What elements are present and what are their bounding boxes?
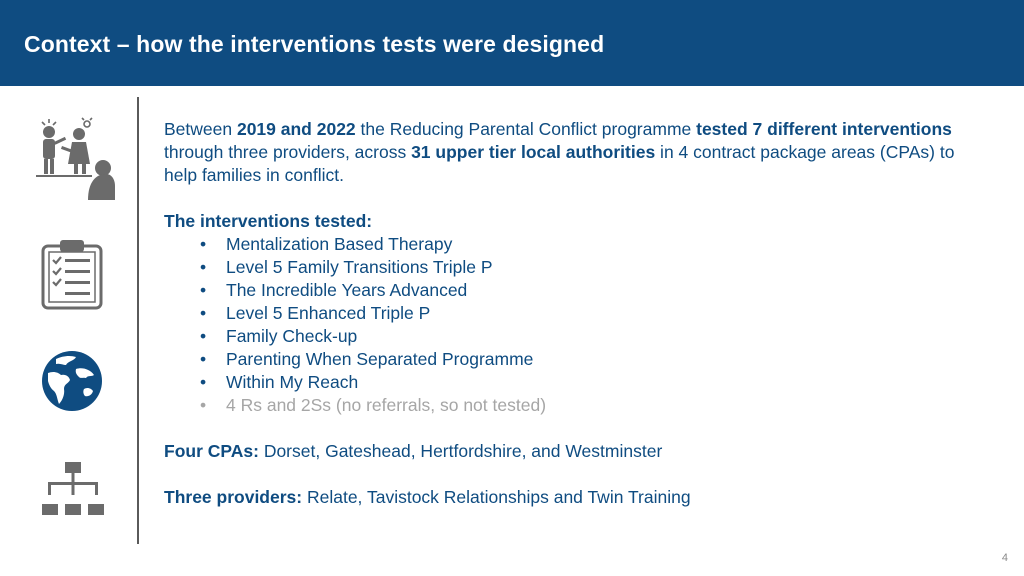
- globe-icon: [40, 349, 104, 413]
- clipboard-checklist-icon: [40, 238, 104, 310]
- intro-bold-years: 2019 and 2022: [236, 119, 356, 139]
- vertical-divider: [137, 97, 139, 544]
- interventions-heading: The interventions tested:: [164, 211, 373, 231]
- content-body: [164, 118, 984, 509]
- intro-bold-authorities: 31 upper tier local authorities: [411, 142, 656, 162]
- family-conflict-icon: [32, 116, 116, 200]
- providers-line: [164, 486, 984, 509]
- list-item: • Within My Reach: [200, 371, 984, 394]
- intro-paragraph: [164, 118, 984, 187]
- cpas-line: [164, 440, 984, 463]
- intro-text-4: in 4 contract package areas (CPAs) to help families in conflict.: [164, 142, 955, 185]
- list-item: • Mentalization Based Therapy: [200, 233, 984, 256]
- title-bar: [0, 0, 1024, 86]
- page-number: 4: [1001, 552, 1008, 564]
- list-item: • Level 5 Enhanced Triple P: [200, 302, 984, 325]
- providers-value: Relate, Tavistock Relationships and Twin Training: [302, 487, 691, 507]
- org-chart-icon: [40, 460, 106, 518]
- intro-text-1: Between: [164, 119, 237, 139]
- page-title: Context – how the interventions tests were designed: [24, 31, 605, 57]
- cpas-label: Four CPAs:: [164, 441, 259, 461]
- intro-text-2: the Reducing Parental Conflict programme: [355, 119, 697, 139]
- intro-text-3: through three providers, across: [164, 142, 412, 162]
- list-item: • Parenting When Separated Programme: [200, 348, 984, 371]
- list-item: • The Incredible Years Advanced: [200, 279, 984, 302]
- providers-label: Three providers:: [164, 487, 303, 507]
- intro-bold-interventions: tested 7 different interventions: [696, 119, 952, 139]
- list-item: • Family Check-up: [200, 325, 984, 348]
- cpas-value: Dorset, Gateshead, Hertfordshire, and Westminster: [258, 441, 663, 461]
- list-item: • Level 5 Family Transitions Triple P: [200, 256, 984, 279]
- list-item-not-tested: • 4 Rs and 2Ss (no referrals, so not tested): [200, 394, 984, 417]
- interventions-list: [164, 233, 984, 417]
